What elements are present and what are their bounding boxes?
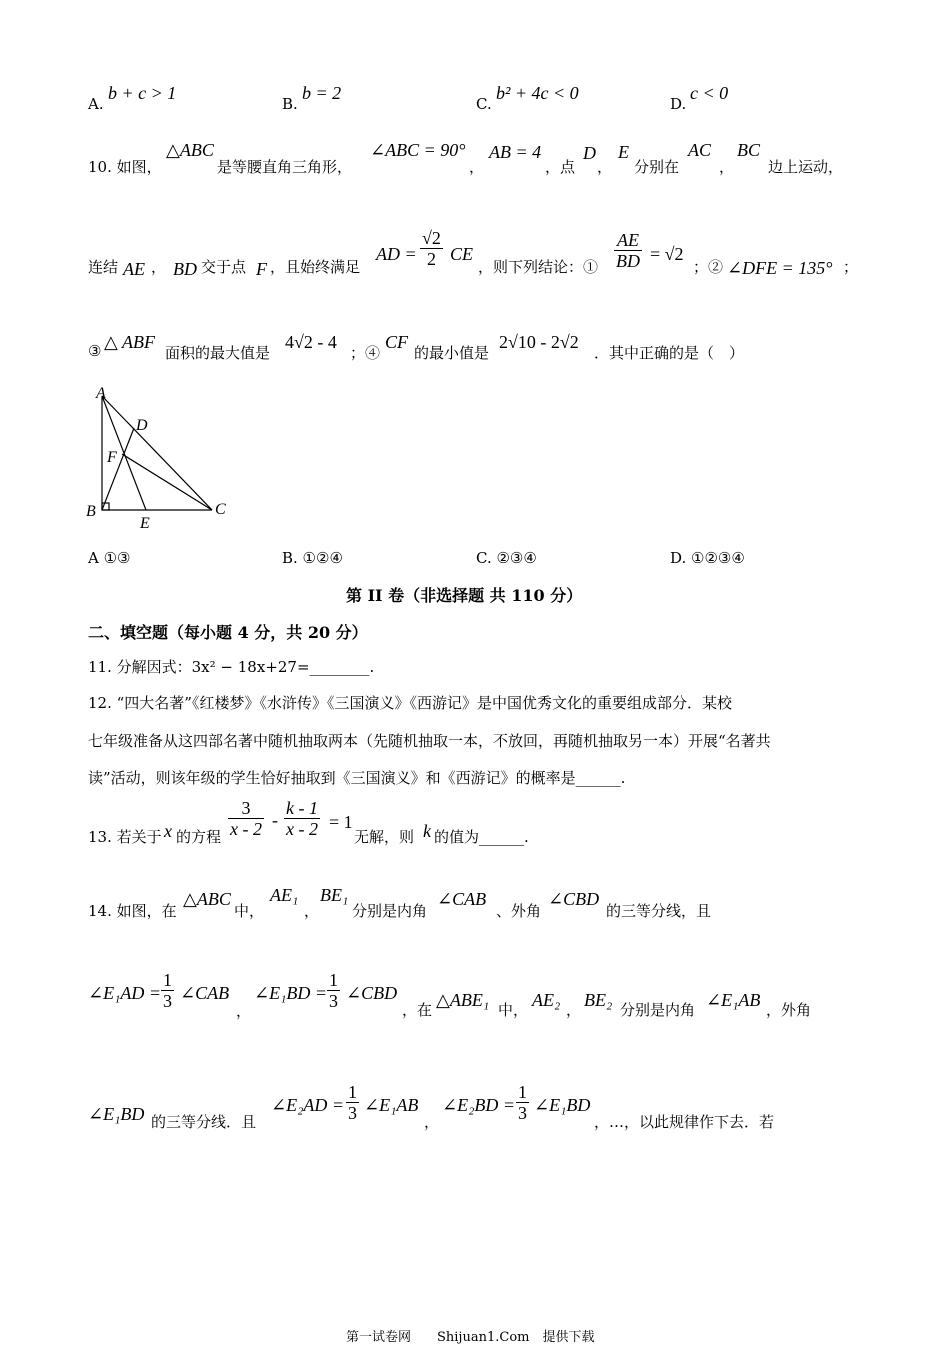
- section-title: 第 II 卷（非选择题 共 110 分）: [346, 586, 583, 605]
- q10-number: 10. 如图，: [88, 158, 162, 176]
- fraction-denominator: x - 2: [286, 819, 318, 839]
- q13-minus: -: [272, 810, 278, 830]
- fraction-numerator: k - 1: [286, 798, 318, 818]
- q10-text: ．其中正确的是（ ）: [594, 344, 745, 362]
- q14-text: 14. 如图，在: [88, 902, 177, 920]
- q13-text: 的方程: [176, 828, 222, 846]
- q10-comma: ，: [719, 158, 735, 176]
- q10-seg-ac: AC: [688, 140, 712, 160]
- fraction-denominator: 3: [163, 991, 172, 1011]
- q14-fraction-one-third: [516, 1082, 529, 1123]
- fraction-denominator: 3: [518, 1103, 527, 1123]
- q13-text: 无解，则: [354, 828, 415, 846]
- q10-angle-abc: ∠ABC = 90°: [370, 140, 466, 160]
- q9-option-a-expr: b + c > 1: [108, 83, 177, 103]
- q14-be2: BE₂: [584, 990, 613, 1010]
- q13-text: 13. 若关于: [88, 828, 162, 846]
- q14-fraction-one-third: [346, 1082, 359, 1123]
- q9-option-b-label: B.: [282, 95, 298, 113]
- q14-e1bd: ∠E₁BD =: [254, 983, 327, 1003]
- fraction-numerator: 1: [348, 1082, 357, 1102]
- q10-option-b: B. ①②④: [282, 549, 343, 567]
- q14-e2bd: ∠E₂BD =: [442, 1095, 515, 1115]
- q14-text: 分别是内角: [352, 902, 428, 920]
- q14-ae1: AE₁: [270, 885, 299, 905]
- q10-text: 分别在: [634, 158, 680, 176]
- q10-comma: ，: [151, 258, 167, 276]
- q10-text: ，则下列结论：①: [478, 258, 599, 276]
- fraction-numerator: √2: [422, 228, 441, 248]
- q10-seg-bc: BC: [737, 140, 761, 160]
- q14-text: ，外角: [766, 1001, 812, 1019]
- fig-label-f: F: [107, 449, 117, 466]
- q10-comma: ，: [469, 158, 485, 176]
- q9-option-c-expr: b² + 4c < 0: [496, 83, 579, 103]
- q14-e1ab-2: ∠E₁AB: [364, 1095, 419, 1115]
- q14-text: 中，: [234, 902, 265, 920]
- q10-text: 连结: [88, 258, 119, 276]
- q10-triangle-abf: △ ABF: [104, 332, 156, 352]
- q14-cbd-2: ∠CBD: [346, 983, 398, 1003]
- q12-line3: 读”活动，则该年级的学生恰好抽取到《三国演义》和《西游记》的概率是______.: [88, 769, 626, 787]
- q14-triangle: △ABC: [183, 889, 231, 909]
- q10-text: 交于点: [201, 258, 247, 276]
- q14-comma: ，: [236, 1002, 252, 1020]
- q14-text: 的三等分线，且: [606, 902, 712, 920]
- q10-max-value: 4√2 - 4: [285, 332, 337, 352]
- q13-text: 的值为______.: [434, 828, 529, 846]
- q10-option-a: A ①③: [88, 549, 131, 567]
- footer-text: 第一试卷网 Shijuan1.Com 提供下载: [346, 1330, 595, 1345]
- q14-comma: ，: [304, 902, 320, 920]
- q10-text: 是等腰直角三角形，: [217, 158, 353, 176]
- q14-fraction-one-third: [161, 970, 174, 1011]
- q10-eq-sqrt2: = √2: [650, 244, 684, 264]
- q10-semicolon: ；: [843, 258, 859, 276]
- q10-triangle-abc: △ABC: [166, 140, 214, 160]
- q14-e1bd-3: ∠E₁BD: [534, 1095, 591, 1115]
- q13-eq-1: = 1: [329, 812, 353, 832]
- fig-label-d: D: [136, 417, 148, 434]
- fig-label-a: A: [96, 385, 106, 402]
- fraction-denominator: 3: [348, 1103, 357, 1123]
- q14-triangle-abe1: △ABE₁: [436, 990, 490, 1010]
- q14-text: 中，: [498, 1001, 529, 1019]
- q10-text: ③: [88, 342, 102, 360]
- fraction-numerator: 3: [241, 798, 251, 818]
- q14-fraction-one-third: [327, 970, 340, 1011]
- q14-text: 、外角: [496, 902, 542, 920]
- q14-text: 分别是内角: [620, 1001, 696, 1019]
- q10-text: ，点: [545, 158, 576, 176]
- q9-option-a-label: A.: [88, 95, 104, 113]
- q9-option-c-label: C.: [476, 95, 492, 113]
- q10-fraction-ae-bd: [614, 230, 642, 271]
- q10-text: 边上运动，: [768, 158, 844, 176]
- q12-line1: 12. “四大名著”《红楼梦》《水浒传》《三国演义》《西游记》是中国优秀文化的重要组成部分．某校: [88, 694, 732, 712]
- q10-triangle-figure: [84, 382, 234, 532]
- q10-ce: CE: [450, 244, 474, 264]
- q10-cf: CF: [385, 332, 409, 352]
- q14-e1bd-2: ∠E₁BD: [88, 1104, 145, 1124]
- part2-title: 二、填空题（每小题 4 分，共 20 分）: [88, 623, 368, 642]
- q10-ad-eq: AD =: [376, 244, 417, 264]
- q13-k: k: [423, 821, 431, 841]
- q14-angle-cab: ∠CAB: [437, 889, 487, 909]
- fraction-numerator: AE: [617, 230, 639, 250]
- q10-seg-ae: AE: [123, 259, 145, 279]
- q14-ae2: AE₂: [532, 990, 561, 1010]
- q10-angle-dfe: ∠DFE = 135°: [727, 258, 833, 278]
- fraction-denominator: 3: [329, 991, 338, 1011]
- q10-ab-eq: AB = 4: [489, 142, 542, 162]
- fig-label-b: B: [86, 503, 96, 520]
- q10-point-d: D: [583, 143, 596, 163]
- q10-fraction-sqrt2-over-2: [420, 228, 443, 269]
- q10-text: 的最小值是: [414, 344, 490, 362]
- q10-point-f: F: [256, 259, 267, 279]
- fraction-numerator: 1: [518, 1082, 527, 1102]
- q12-line2: 七年级准备从这四部名著中随机抽取两本（先随机抽取一本，不放回，再随机抽取另一本）开展“名著共: [88, 732, 771, 750]
- q10-text: 面积的最大值是: [165, 344, 271, 362]
- fraction-denominator: 2: [420, 248, 443, 269]
- q10-seg-bd: BD: [173, 259, 197, 279]
- q10-option-c: C. ②③④: [476, 549, 537, 567]
- q10-text: ；④: [350, 344, 381, 362]
- q14-text: ，…，以此规律作下去．若: [594, 1113, 775, 1131]
- q14-be1: BE₁: [320, 885, 349, 905]
- q13-fraction-1: [228, 798, 264, 839]
- q10-option-d: D. ①②③④: [670, 549, 745, 567]
- q11-text: 11. 分解因式：3x² − 18x+27=________.: [88, 658, 375, 676]
- q14-cab-2: ∠CAB: [180, 983, 230, 1003]
- q14-text: 的三等分线．且: [151, 1113, 257, 1131]
- q10-text: ；②: [693, 258, 724, 276]
- q13-fraction-2: [284, 798, 320, 839]
- fraction-numerator: 1: [329, 970, 338, 990]
- q10-comma: ，: [597, 158, 613, 176]
- q14-e1ad: ∠E₁AD =: [88, 983, 161, 1003]
- q9-option-b-expr: b = 2: [302, 83, 342, 103]
- q14-e1ab: ∠E₁AB: [706, 990, 761, 1010]
- fraction-numerator: 1: [163, 970, 172, 990]
- q14-comma: ，: [424, 1113, 440, 1131]
- q10-min-value: 2√10 - 2√2: [499, 332, 579, 352]
- q9-option-d-label: D.: [670, 95, 687, 113]
- q14-text: ，在: [402, 1001, 433, 1019]
- q10-text: ，且始终满足: [270, 258, 361, 276]
- q9-option-d-expr: c < 0: [690, 83, 729, 103]
- q10-point-e: E: [618, 142, 629, 162]
- q14-comma: ，: [566, 1001, 582, 1019]
- fig-label-c: C: [215, 501, 226, 518]
- fraction-denominator: x - 2: [230, 819, 262, 839]
- q13-x: x: [164, 821, 172, 841]
- q14-e2ad: ∠E₂AD =: [271, 1095, 344, 1115]
- fig-label-e: E: [140, 515, 150, 532]
- q14-angle-cbd: ∠CBD: [548, 889, 600, 909]
- fraction-denominator: BD: [616, 251, 640, 271]
